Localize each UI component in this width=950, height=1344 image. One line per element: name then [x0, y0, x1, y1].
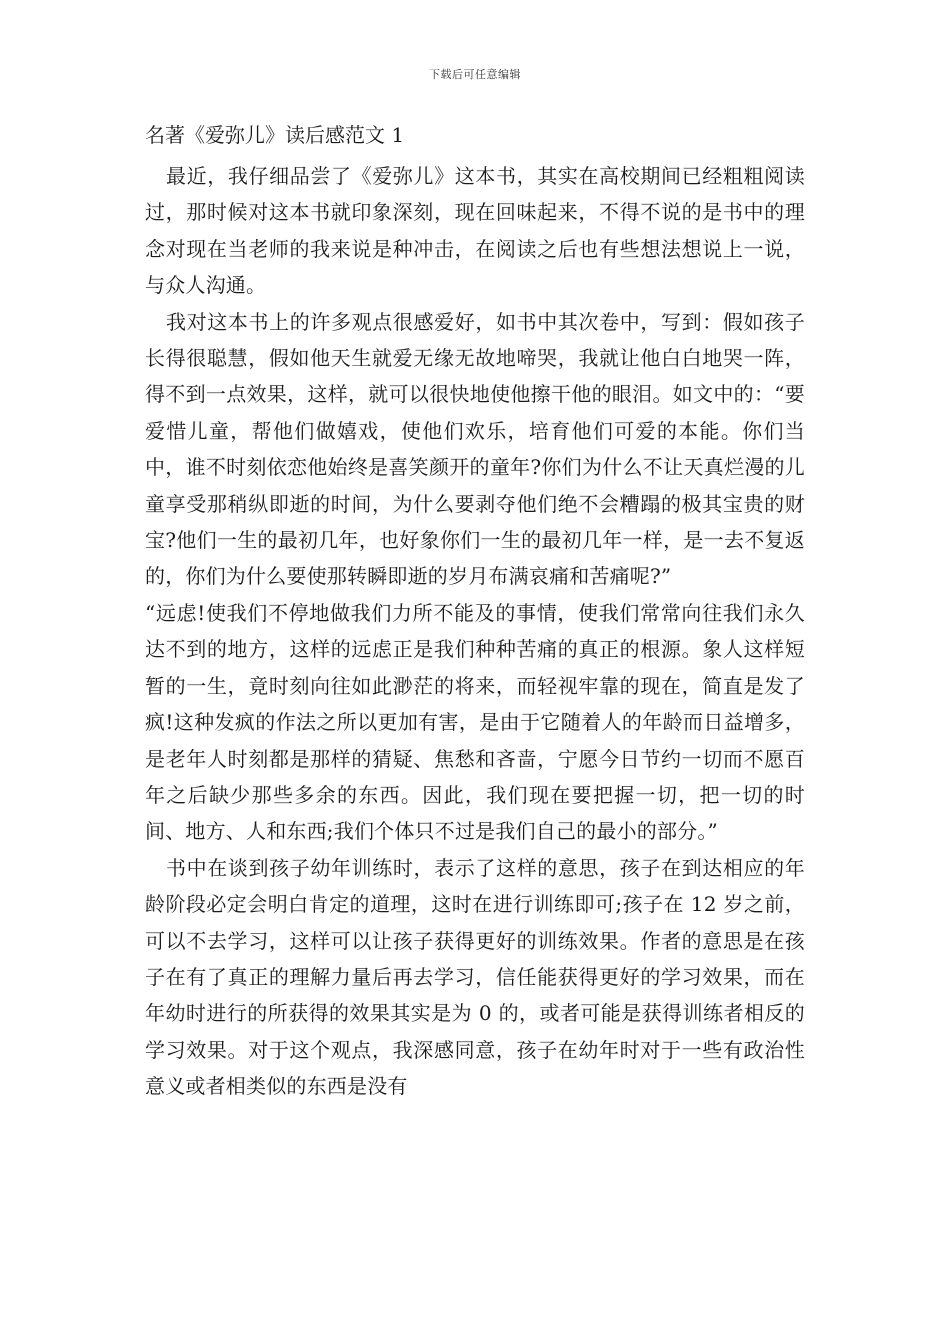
document-title: 名著《爱弥儿》读后感范文 1: [145, 123, 405, 147]
paragraph-1: 最近，我仔细品尝了《爱弥儿》这本书，其实在高校期间已经粗粗阅读过，那时候对这本书就印象深刻，现在回味起来，不得不说的是书中的理念对现在当老师的我来说是种冲击，在阅读之后也有些想法想说上一说，与众人沟通。: [145, 164, 805, 298]
page-header: 下载后可任意编辑: [429, 68, 521, 81]
paragraph-2: 我对这本书上的许多观点很感爱好，如书中其次卷中，写到：假如孩子长得很聪慧，假如他天生就爱无缘无故地啼哭，我就让他白白地哭一阵，得不到一点效果，这样，就可以很快地使他擦干他的眼泪。如文中的：“要爱惜儿童，帮他们做嬉戏，使他们欢乐，培育他们可爱的本能。你们当中，谁不时刻依恋他始终是喜笑颜开的童年?你们为什么不让天真烂漫的儿童享受那稍纵即逝的时间，为什么要剥夺他们绝不会糟蹋的极其宝贵的财宝?他们一生的最初几年，也好象你们一生的最初几年一样，是一去不复返的，你们为什么要使那转瞬即逝的岁月布满哀痛和苦痛呢?”: [145, 309, 805, 589]
paragraph-4: 书中在谈到孩子幼年训练时，表示了这样的意思，孩子在到达相应的年龄阶段必定会明白肯定的道理，这时在进行训练即可;孩子在 12 岁之前，可以不去学习，这样可以让孩子获得更好的训练效果。作者的意思是在孩子在有了真正的理解力量后再去学习，信任能获得更好的学习效果，而在年幼时进行的所获得的效果其实是为 0 的，或者可能是获得训练者相反的学习效果。对于这个观点，我深感同意，孩子在幼年时对于一些有政治性意义或者相类似的东西是没有: [145, 855, 805, 1099]
paragraph-3: “远虑!使我们不停地做我们力所不能及的事情，使我们常常向往我们永久达不到的地方，这样的远虑正是我们种种苦痛的真正的根源。象人这样短暂的一生，竟时刻向往如此渺茫的将来，而轻视牢靠的现在，简直是发了疯!这种发疯的作法之所以更加有害，是由于它随着人的年龄而日益增多，是老年人时刻都是那样的猜疑、焦愁和吝啬，宁愿今日节约一切而不愿百年之后缺少那些多余的东西。因此，我们现在要把握一切，把一切的时间、地方、人和东西;我们个体只不过是我们自己的最小的部分。”: [145, 600, 805, 844]
document-body: [145, 120, 805, 1105]
